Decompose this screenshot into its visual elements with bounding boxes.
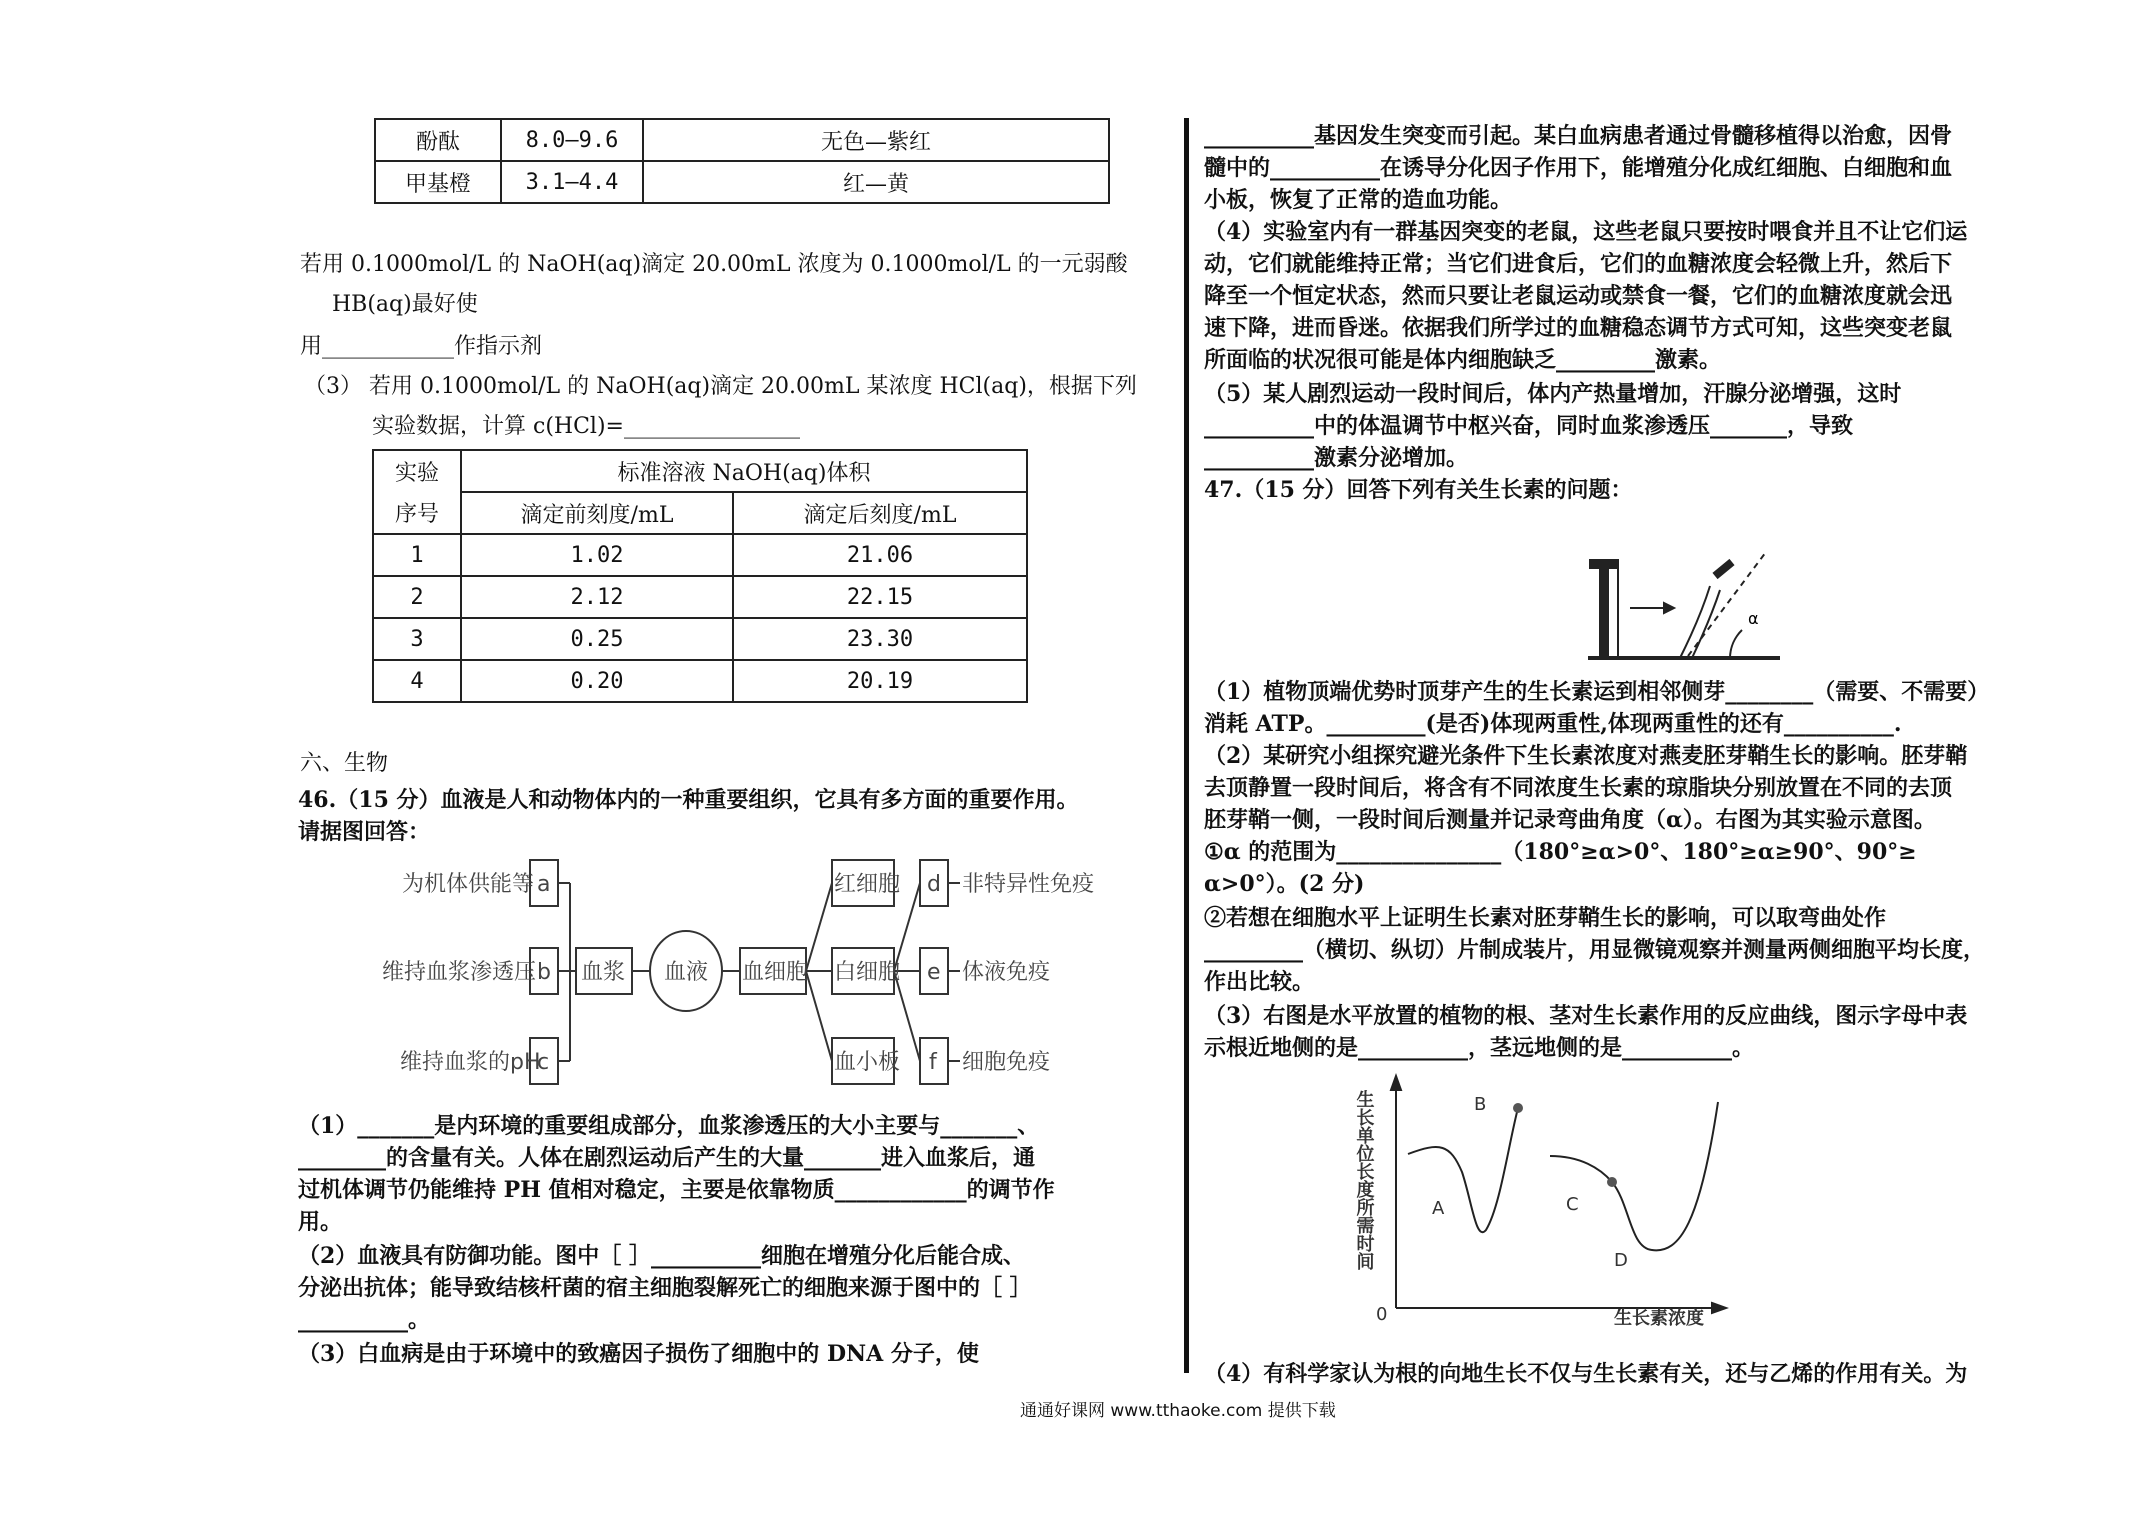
q46-part2-line3: __________。 xyxy=(298,1307,431,1333)
graph-y-label: 生长单位长度所需时间 xyxy=(1353,1090,1375,1270)
table-row xyxy=(373,492,1027,534)
header-volume: 标准溶液 NaOH(aq)体积 xyxy=(461,450,1027,492)
q46-part1-line1: （1）_______是内环境的重要组成部分，血浆渗透压的大小主要与_______、 xyxy=(298,1113,1040,1139)
right-line-11: __________激素分泌增加。 xyxy=(1204,445,1469,471)
table-cell: 4 xyxy=(373,660,461,702)
q47-part2-line5: α>0°）。(2 分) xyxy=(1204,871,1365,897)
right-line-4: （4）实验室内有一群基因突变的老鼠，这些老鼠只要按时喂食并且不让它们运 xyxy=(1204,219,1968,245)
blood-cells-box: 血细胞 xyxy=(742,960,809,985)
immunity-f: 细胞免疫 xyxy=(962,1050,1051,1075)
q47-part2-line3: 胚芽鞘一侧，一段时间后测量并记录弯曲角度（α）。右图为其实验示意图。 xyxy=(1204,807,1936,833)
table-cell: 8.0—9.6 xyxy=(501,119,643,161)
q3-text-line1: （3） 若用 0.1000mol/L 的 NaOH(aq)滴定 20.00mL 某浓度 HCl(aq)，根据下列 xyxy=(304,374,1137,399)
q47-part2-line4: ①α 的范围为_______________（180°≥α>0°、180°≥α≥90°、90°≥ xyxy=(1204,839,1917,865)
q47-part2-line1: （2）某研究小组探究避光条件下生长素浓度对燕麦胚芽鞘生长的影响。胚芽鞘 xyxy=(1204,743,1968,769)
table-cell: 3 xyxy=(373,618,461,660)
table-row xyxy=(373,450,1027,492)
header-after: 滴定后刻度/mL xyxy=(733,492,1027,534)
q2-text-line2: HB(aq)最好使 xyxy=(332,292,478,317)
plasma-box: 血浆 xyxy=(581,960,626,985)
table-cell: 0.20 xyxy=(461,660,733,702)
table-row xyxy=(373,576,1027,618)
right-line-8: 所面临的状况很可能是体内细胞缺乏_________激素。 xyxy=(1204,347,1722,373)
q46-part1-line3: 过机体调节仍能维持 PH 值相对稳定，主要是依靠物质____________的调节作 xyxy=(298,1177,1055,1203)
q2-text-line1: 若用 0.1000mol/L 的 NaOH(aq)滴定 20.00mL 浓度为 0.1000mol/L 的一元弱酸 xyxy=(300,252,1128,277)
auxin-response-graph xyxy=(1350,1072,1730,1329)
q3-text-line2: 实验数据，计算 c(HCl)=________________ xyxy=(372,414,800,439)
table-cell: 3.1—4.4 xyxy=(501,161,643,203)
q47-part2-line2: 去顶静置一段时间后，将含有不同浓度生长素的琼脂块分别放置在不同的去顶 xyxy=(1204,775,1953,801)
box-b: b xyxy=(537,960,551,985)
box-e: e xyxy=(927,960,941,985)
q46-part3-line1: （3）白血病是由于环境中的致癌因子损伤了细胞中的 DNA 分子，使 xyxy=(298,1341,979,1367)
titration-table xyxy=(372,449,1028,703)
box-d: d xyxy=(927,872,941,897)
right-line-3: 小板，恢复了正常的造血功能。 xyxy=(1204,187,1513,213)
q46-part2-line1: （2）血液具有防御功能。图中［ ］__________细胞在增殖分化后能合成、 xyxy=(298,1243,1025,1269)
table-cell: 红—黄 xyxy=(643,161,1109,203)
section-title: 六、生物 xyxy=(300,751,389,776)
table-cell: 甲基橙 xyxy=(375,161,501,203)
table-cell: 无色—紫红 xyxy=(643,119,1109,161)
q47-part3-line1: （3）右图是水平放置的植物的根、茎对生长素作用的反应曲线，图示字母中表 xyxy=(1204,1003,1968,1029)
func-b-label: 维持血浆渗透压 xyxy=(382,960,537,985)
table-cell: 2 xyxy=(373,576,461,618)
q46-part1-line4: 用。 xyxy=(298,1209,343,1235)
q46-part1-line2: ________的含量有关。人体在剧烈运动后产生的大量_______进入血浆后，通 xyxy=(298,1145,1036,1171)
wbc-box: 白细胞 xyxy=(834,960,901,985)
header-sequence: 序号 xyxy=(373,492,461,534)
curve-label-d: D xyxy=(1614,1250,1628,1271)
table-row xyxy=(373,660,1027,702)
footer-text[interactable]: 通通好课网 www.tthaoke.com 提供下载 xyxy=(1020,1401,1336,1421)
curve-label-a: A xyxy=(1432,1198,1445,1219)
alpha-label: α xyxy=(1748,609,1759,628)
q47-part1-line1: （1）植物顶端优势时顶芽产生的生长素运到相邻侧芽________（需要、不需要） xyxy=(1204,679,1990,705)
right-line-10: __________中的体温调节中枢兴奋，同时血浆渗透压_______，导致 xyxy=(1204,413,1854,439)
q46-title: 46.（15 分）血液是人和动物体内的一种重要组织，它具有多方面的重要作用。 xyxy=(298,787,1079,813)
func-c-label: 维持血浆的pH xyxy=(400,1050,541,1075)
q47-title: 47.（15 分）回答下列有关生长素的问题： xyxy=(1204,477,1633,503)
q46-part2-line2: 分泌出抗体；能导致结核杆菌的宿主细胞裂解死亡的细胞来源于图中的［ ］ xyxy=(298,1275,1032,1301)
rbc-box: 红细胞 xyxy=(834,872,901,897)
table-cell: 2.12 xyxy=(461,576,733,618)
right-line-6: 降至一个恒定状态，然而只要让老鼠运动或禁食一餐，它们的血糖浓度就会迅 xyxy=(1204,283,1953,309)
q46-subtitle: 请据图回答： xyxy=(298,819,431,845)
func-a-label: 为机体供能等 xyxy=(402,872,535,897)
right-line-1: __________基因发生突变而引起。某白血病患者通过骨髓移植得以治愈，因骨 xyxy=(1204,123,1953,149)
immunity-e: 体液免疫 xyxy=(962,960,1051,985)
table-row xyxy=(375,161,1109,203)
blood-ellipse: 血液 xyxy=(664,960,709,985)
header-before: 滴定前刻度/mL xyxy=(461,492,733,534)
immunity-d: 非特异性免疫 xyxy=(962,872,1095,897)
header-experiment: 实验 xyxy=(373,450,461,492)
table-cell: 23.30 xyxy=(733,618,1027,660)
q47-part1-line2: 消耗 ATP。_________(是否)体现两重性,体现两重性的还有__________. xyxy=(1204,711,1902,737)
right-line-5: 动，它们就能维持正常；当它们进食后，它们的血糖浓度会轻微上升，然后下 xyxy=(1204,251,1953,277)
q47-part3-line2: 示根近地侧的是__________，茎远地侧的是__________。 xyxy=(1204,1035,1755,1061)
q47-part2-line8: 作出比较。 xyxy=(1204,969,1315,995)
right-line-2: 髓中的__________在诱导分化因子作用下，能增殖分化成红细胞、白细胞和血 xyxy=(1204,155,1953,181)
table-cell: 0.25 xyxy=(461,618,733,660)
graph-x-label: 生长素浓度 xyxy=(1614,1308,1704,1329)
table-row xyxy=(375,119,1109,161)
graph-origin: 0 xyxy=(1376,1304,1388,1325)
box-a: a xyxy=(537,872,551,897)
q47-part2-line6: ②若想在细胞水平上证明生长素对胚芽鞘生长的影响，可以取弯曲处作 xyxy=(1204,905,1887,931)
blood-diagram xyxy=(370,848,1095,1098)
table-row xyxy=(373,618,1027,660)
q47-part2-line7: _________（横切、纵切）片制成装片，用显微镜观察并测量两侧细胞平均长度， xyxy=(1204,937,1986,963)
table-cell: 21.06 xyxy=(733,534,1027,576)
right-line-7: 速下降，进而昏迷。依据我们所学过的血糖稳态调节方式可知，这些突变老鼠 xyxy=(1204,315,1953,341)
table-cell: 20.19 xyxy=(733,660,1027,702)
table-cell: 酚酞 xyxy=(375,119,501,161)
table-row xyxy=(373,534,1027,576)
q2-text-line3: 用____________作指示剂 xyxy=(300,334,543,359)
platelet-box: 血小板 xyxy=(834,1050,901,1075)
box-c: c xyxy=(537,1050,550,1075)
q47-part4-line1: （4）有科学家认为根的向地生长不仅与生长素有关，还与乙烯的作用有关。为 xyxy=(1204,1361,1968,1387)
coleoptile-diagram xyxy=(1570,548,1790,668)
table-cell: 1.02 xyxy=(461,534,733,576)
right-line-9: （5）某人剧烈运动一段时间后，体内产热量增加，汗腺分泌增强，这时 xyxy=(1204,381,1902,407)
table-cell: 1 xyxy=(373,534,461,576)
curve-label-b: B xyxy=(1474,1094,1487,1115)
indicator-table xyxy=(374,118,1110,204)
table-cell: 22.15 xyxy=(733,576,1027,618)
column-divider xyxy=(1184,118,1189,1373)
box-f: f xyxy=(929,1050,937,1075)
curve-label-c: C xyxy=(1566,1194,1579,1215)
